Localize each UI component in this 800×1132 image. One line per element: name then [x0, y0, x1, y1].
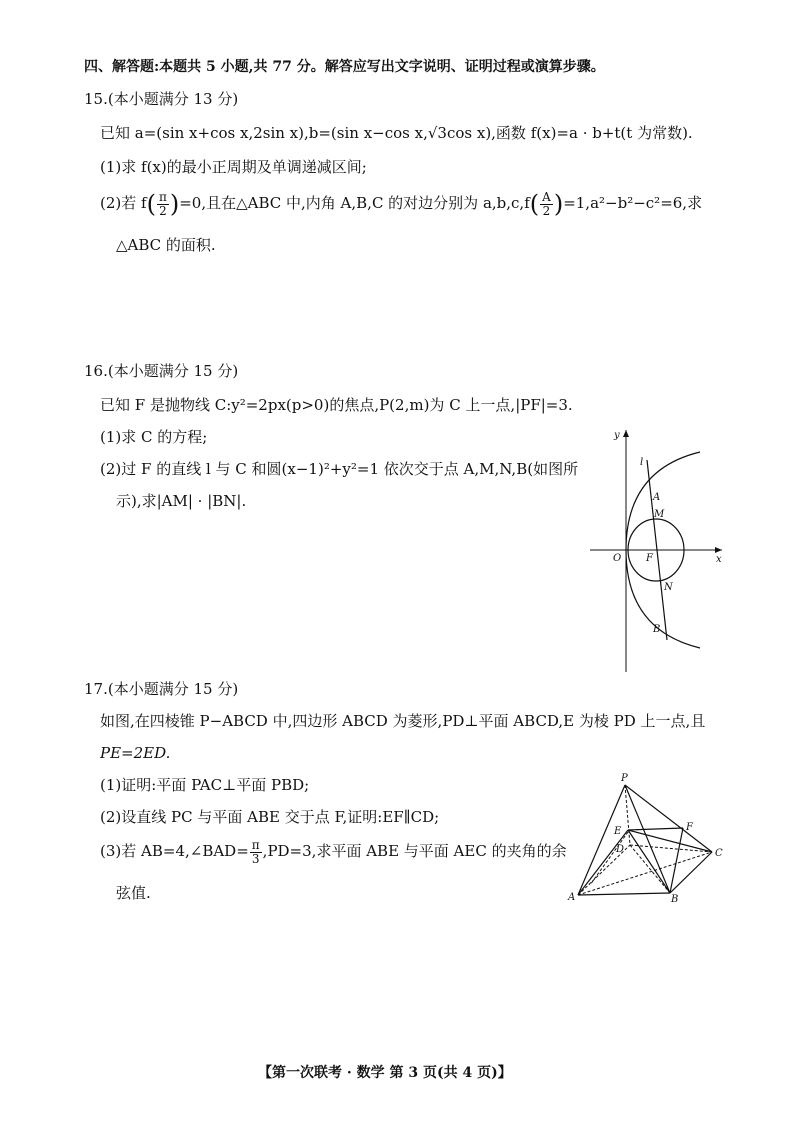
label-D: D — [616, 844, 625, 855]
edge-AB — [578, 893, 670, 895]
label-B2: B — [671, 894, 679, 905]
q17-part2: (2)设直线 PC 与平面 ABE 交于点 F,证明:EF∥CD; — [100, 808, 440, 826]
edge-PC — [625, 785, 712, 852]
q16-part2-cont: 示),求|AM| · |BN|. — [116, 492, 247, 510]
q15-fraction-a-over-2: $\frac{A}{2}$ — [542, 189, 551, 218]
label-F: F — [646, 553, 653, 564]
label-y: y — [614, 430, 620, 441]
label-B: B — [653, 624, 661, 635]
label-O: O — [613, 553, 622, 564]
edge-BC — [670, 852, 712, 893]
label-F2: F — [686, 822, 693, 833]
q17-title: 17.(本小题满分 15 分) — [84, 680, 239, 698]
q17-fraction-pi-over-3: $\frac{\pi}{3}$ — [251, 837, 260, 866]
q17-stem-cont: PE=2ED. — [100, 744, 171, 762]
q16-stem: 已知 F 是抛物线 C:y²=2px(p>0)的焦点,P(2,m)为 C 上一点,|PF|=3. — [100, 396, 573, 414]
edge-DB — [630, 845, 670, 893]
q15-part2-text-a: (2)若 f — [100, 194, 147, 212]
label-x: x — [716, 554, 722, 565]
label-A2: A — [568, 892, 576, 903]
q15-part2-text-b: =0,且在△ABC 中,内角 A,B,C 的对边分别为 a,b,c,f — [179, 194, 530, 212]
q16-title: 16.(本小题满分 15 分) — [84, 362, 239, 380]
label-M: M — [654, 509, 665, 520]
q17-part1: (1)证明:平面 PAC⊥平面 PBD; — [100, 776, 310, 794]
q15-part1: (1)求 f(x)的最小正周期及单调递减区间; — [100, 158, 367, 176]
section-header: 四、解答题:本题共 5 小题,共 77 分。解答应写出文字说明、证明过程或演算步骤。 — [84, 59, 605, 75]
page-footer: 【第一次联考 · 数学 第 3 页(共 4 页)】 — [258, 1065, 512, 1081]
q17-part3-cont: 弦值. — [116, 884, 151, 902]
q16-part2: (2)过 F 的直线 l 与 C 和圆(x−1)²+y²=1 依次交于点 A,M,N,B(如图所 — [100, 460, 579, 478]
edge-FB — [670, 828, 683, 893]
label-E: E — [614, 826, 622, 837]
q15-part2: (2)若 f( $\frac{\pi}{2}$ )=0,且在△ABC 中,内角 A,B,C 的对边分别为 a,b,c,f( $\frac{A}{2}$ )=1,a²−b²−c²=6,求 — [100, 189, 703, 218]
edge-EF — [628, 828, 683, 830]
label-P: P — [621, 773, 628, 784]
edge-EA-hidden — [590, 832, 628, 885]
q16-part1: (1)求 C 的方程; — [100, 428, 208, 446]
q15-part2-text-c: =1,a²−b²−c²=6,求 — [563, 194, 703, 212]
q15-title: 15.(本小题满分 13 分) — [84, 90, 239, 108]
q15-stem: 已知 a=(sin x+cos x,2sin x),b=(sin x−cos x,√3cos x),函数 f(x)=a · b+t(t 为常数). — [100, 124, 693, 142]
q15-fraction-pi-over-2: $\frac{\pi}{2}$ — [158, 189, 167, 218]
q17-part3-text-a: (3)若 AB=4,∠BAD= — [100, 842, 249, 860]
q17-stem: 如图,在四棱锥 P−ABCD 中,四边形 ABCD 为菱形,PD⊥平面 ABCD,E 为棱 PD 上一点,且 — [100, 712, 706, 730]
edge-EA — [578, 830, 628, 895]
label-A: A — [653, 492, 661, 503]
edge-PA — [578, 785, 625, 895]
label-N: N — [664, 582, 673, 593]
label-C: C — [715, 848, 723, 859]
label-l: l — [640, 457, 644, 468]
q15-part2-cont: △ABC 的面积. — [116, 236, 216, 254]
q17-part3-text-b: ,PD=3,求平面 ABE 与平面 AEC 的夹角的余 — [262, 842, 567, 860]
